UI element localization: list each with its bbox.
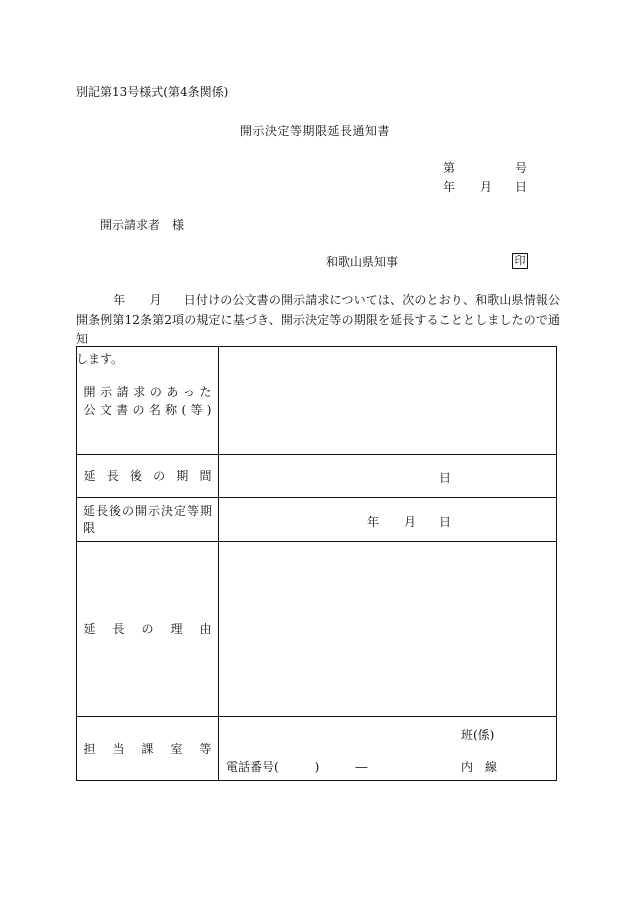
- extension-form-table: [76, 346, 557, 781]
- recipient-line: 開示請求者 様: [100, 218, 185, 232]
- extended-period-label-cell: [77, 454, 218, 497]
- document-title: 開示決定等期限延長通知書: [239, 124, 390, 138]
- number-prefix: 第: [443, 161, 456, 175]
- body-line-2: 開条例第12条第2項の規定に基づき、開示決定等の期限を延長することとしましたので通知: [76, 312, 560, 346]
- document-name-label-line-2: 公文書の名称(等): [83, 402, 212, 417]
- reason-field[interactable]: [219, 542, 556, 716]
- section-unit: 班(係): [461, 728, 495, 742]
- extended-deadline-label: 延長後の開示決定等期限: [83, 504, 212, 535]
- deadline-month-unit: 月: [404, 515, 417, 529]
- body-month-label: 月: [149, 293, 162, 307]
- form-label: 別記第13号様式(第4条関係): [76, 85, 229, 99]
- body-line-1: [76, 291, 560, 311]
- document-name-label-line-1: 開示請求のあった: [83, 384, 212, 399]
- body-line-3: します。: [76, 351, 124, 366]
- reason-label: 延長の理由: [83, 622, 212, 636]
- department-label-cell: [77, 716, 218, 781]
- department-label: 担当課室等: [83, 742, 212, 756]
- reason-label-cell: [77, 541, 218, 716]
- extended-period-label: 延長後の期間: [83, 469, 212, 483]
- body-line-1-text: 日付けの公文書の開示請求については、次のとおり、和歌山県情報公: [183, 293, 560, 307]
- sender-name: 和歌山県知事: [326, 255, 399, 269]
- date-month-label: 月: [480, 180, 493, 194]
- date-year-label: 年: [443, 180, 456, 194]
- extension-label: 内 線: [461, 760, 498, 774]
- extended-period-day-unit: 日: [439, 471, 452, 485]
- deadline-day-unit: 日: [439, 515, 452, 529]
- number-suffix: 号: [515, 161, 528, 175]
- date-day-label: 日: [515, 180, 528, 194]
- document-name-label-cell: [77, 347, 218, 454]
- document-name-field[interactable]: [219, 347, 556, 454]
- phone-number-label: 電話番号( ) ―: [226, 760, 368, 774]
- extended-deadline-label-cell: [77, 497, 218, 541]
- seal-mark: 印: [512, 253, 528, 269]
- body-year-label: 年: [113, 293, 126, 307]
- deadline-year-unit: 年: [367, 515, 380, 529]
